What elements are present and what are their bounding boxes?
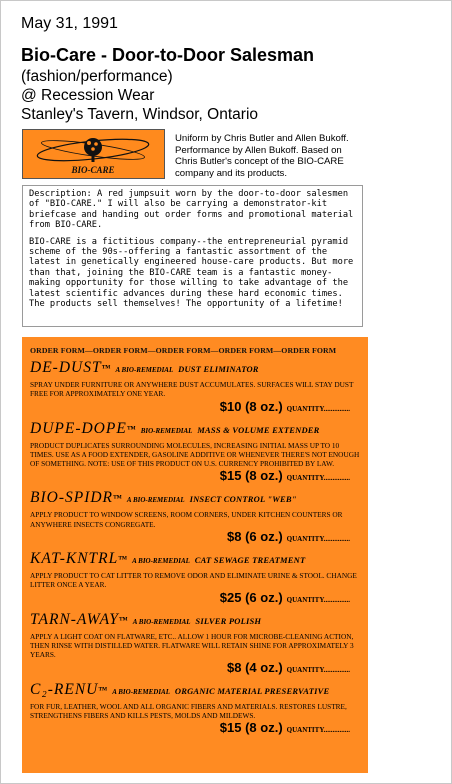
price-row xyxy=(30,529,362,547)
order-form xyxy=(22,337,368,773)
quantity-field[interactable]: QUANTITY............... xyxy=(286,665,350,674)
product-title xyxy=(30,550,362,570)
product-description: SPRAY UNDER FURNITURE OR ANYWHERE DUST ACCUMULATES. SURFACES WILL STAY DUST FREE FOR APPROXIMATELY ONE YEAR. xyxy=(30,380,354,399)
product-name: BIO-SPIDR xyxy=(30,489,114,507)
quantity-field[interactable]: QUANTITY............... xyxy=(286,535,350,544)
product-price: $10 (8 oz.) xyxy=(219,398,283,414)
product-de-dust xyxy=(30,359,362,417)
description-paragraph-2: BIO-CARE is a fictitious company--the entrepreneurial pyramid scheme of the 90s--offering a fantastic assortment of the latest in genetically engineered house-care products. But more than that, joining the BIO-CARE team is a fantastic money-making opportunity for those willing to take advantage of the latest scientific advances during these hard economic times. The products sell themselves! The opportunity of a lifetime! xyxy=(29,236,354,310)
product-kind: ORGANIC MATERIAL PRESERVATIVE xyxy=(174,685,330,696)
bio-care-logo xyxy=(22,129,165,179)
product-kind: SILVER POLISH xyxy=(195,615,262,626)
quantity-field[interactable]: QUANTITY............... xyxy=(286,595,350,604)
quantity-field[interactable]: QUANTITY............... xyxy=(286,404,350,413)
product-dupe-dope xyxy=(30,420,362,487)
credits-text: Uniform by Chris Butler and Allen Bukoff. Performance by Allen Bukoff. Based on Chris Butler's concept of the BIO-CARE company and its products. xyxy=(175,133,349,179)
product-kat-kntrl xyxy=(30,550,362,608)
product-price: $25 (6 oz.) xyxy=(219,589,283,605)
product-description: APPLY PRODUCT TO WINDOW SCREENS, ROOM CORNERS, UNDER KITCHEN COUNTERS OR ANYWHERE INSECTS CONGREGATE. xyxy=(30,510,343,529)
product-description: FOR FUR, LEATHER, WOOL AND ALL ORGANIC FIBERS AND MATERIALS. RESTORES LUSTRE, STRENGTHENS FIBERS AND KILLS PESTS, MOLDS AND MILDEWS. xyxy=(30,701,347,720)
product-bio-spidr xyxy=(30,489,362,547)
price-row xyxy=(30,590,362,608)
quantity-field[interactable]: QUANTITY............... xyxy=(286,726,350,735)
product-name: C₂-RENU xyxy=(30,680,99,698)
product-c2-renu xyxy=(30,681,362,739)
logo-text: BIO-CARE xyxy=(71,165,115,175)
performance-date: May 31, 1991 xyxy=(21,15,118,32)
price-row xyxy=(30,399,362,417)
product-name: DUPE-DOPE xyxy=(30,419,127,437)
product-kind: DUST ELIMINATOR xyxy=(178,364,259,374)
price-row xyxy=(30,720,362,738)
product-tag: A BIO-REMEDIAL xyxy=(112,687,171,696)
bio-care-logo-graphic xyxy=(23,130,164,178)
product-tag: A BIO-REMEDIAL xyxy=(132,617,191,626)
quantity-field[interactable]: QUANTITY............... xyxy=(286,474,350,483)
page-subtitle: (fashion/performance) xyxy=(21,68,173,85)
trademark-mark: ™ xyxy=(118,554,128,565)
location-line: Stanley's Tavern, Windsor, Ontario xyxy=(21,106,259,123)
product-name: TARN-AWAY xyxy=(30,610,119,628)
trademark-mark: ™ xyxy=(101,363,111,373)
product-tag: A BIO-REMEDIAL xyxy=(126,496,185,505)
description-paragraph-1: Description: A red jumpsuit worn by the door-to-door salesmen of "BIO-CARE." I will also be carrying a demonstrator-kit briefcase and handing out order forms and promotional material from BIO-CARE. xyxy=(29,189,354,231)
description-box xyxy=(22,185,363,327)
product-tag: A BIO-REMEDIAL xyxy=(132,557,190,566)
product-title xyxy=(30,611,362,631)
product-price: $15 (8 oz.) xyxy=(219,468,283,484)
product-kind: CAT SEWAGE TREATMENT xyxy=(194,555,306,566)
price-row xyxy=(30,660,362,678)
product-title xyxy=(30,489,362,509)
page-title: Bio-Care - Door-to-Door Salesman xyxy=(21,45,315,65)
venue-line: @ Recession Wear xyxy=(21,87,155,104)
product-title xyxy=(30,681,362,701)
product-price: $15 (8 oz.) xyxy=(219,720,283,736)
trademark-mark: ™ xyxy=(126,423,136,434)
product-tarn-away xyxy=(30,611,362,678)
product-description: APPLY A LIGHT COAT ON FLATWARE, ETC.. ALLOW 1 HOUR FOR MICROBE-CLEANING ACTION, THEN RINSE WITH DISTILLED WATER. FLATWARE WILL RETAIN SHINE FOR APPROXIMATELY 3 YEARS. xyxy=(30,631,354,660)
trademark-mark: ™ xyxy=(118,614,128,625)
product-description: PRODUCT DUPLICATES SURROUNDING MOLECULES, INCREASING INITIAL MASS UP TO 10 TIMES. USE AS A FOOD EXTENDER, GASOLINE ADDITIVE OR WHENEVER THERE'S NOT ENOUGH OF SOMETHING. NOTE: USE OF THIS PRODUCT ON U.S. CURRENCY PROHIBITED BY LAW. xyxy=(30,440,360,469)
product-name: KAT-KNTRL xyxy=(30,550,119,568)
trademark-mark: ™ xyxy=(113,493,123,504)
product-price: $8 (6 oz.) xyxy=(227,529,283,545)
product-kind: MASS & VOLUME EXTENDER xyxy=(197,424,320,435)
product-tag: A BIO-REMEDIAL xyxy=(115,366,174,374)
order-form-header: ORDER FORM—ORDER FORM—ORDER FORM—ORDER FORM—ORDER FORM xyxy=(30,346,337,355)
product-tag: BIO-REMEDIAL xyxy=(140,426,193,435)
price-row xyxy=(30,468,362,486)
product-name: DE-DUST xyxy=(30,359,102,376)
product-title xyxy=(30,420,362,440)
product-kind: INSECT CONTROL "WEB" xyxy=(189,494,297,505)
product-price: $8 (4 oz.) xyxy=(227,659,283,675)
trademark-mark: ™ xyxy=(98,684,108,695)
product-description: APPLY PRODUCT TO CAT LITTER TO REMOVE ODOR AND ELIMINATE URINE & STOOL. CHANGE LITTER ONCE A YEAR. xyxy=(30,571,357,590)
product-title xyxy=(30,359,362,379)
